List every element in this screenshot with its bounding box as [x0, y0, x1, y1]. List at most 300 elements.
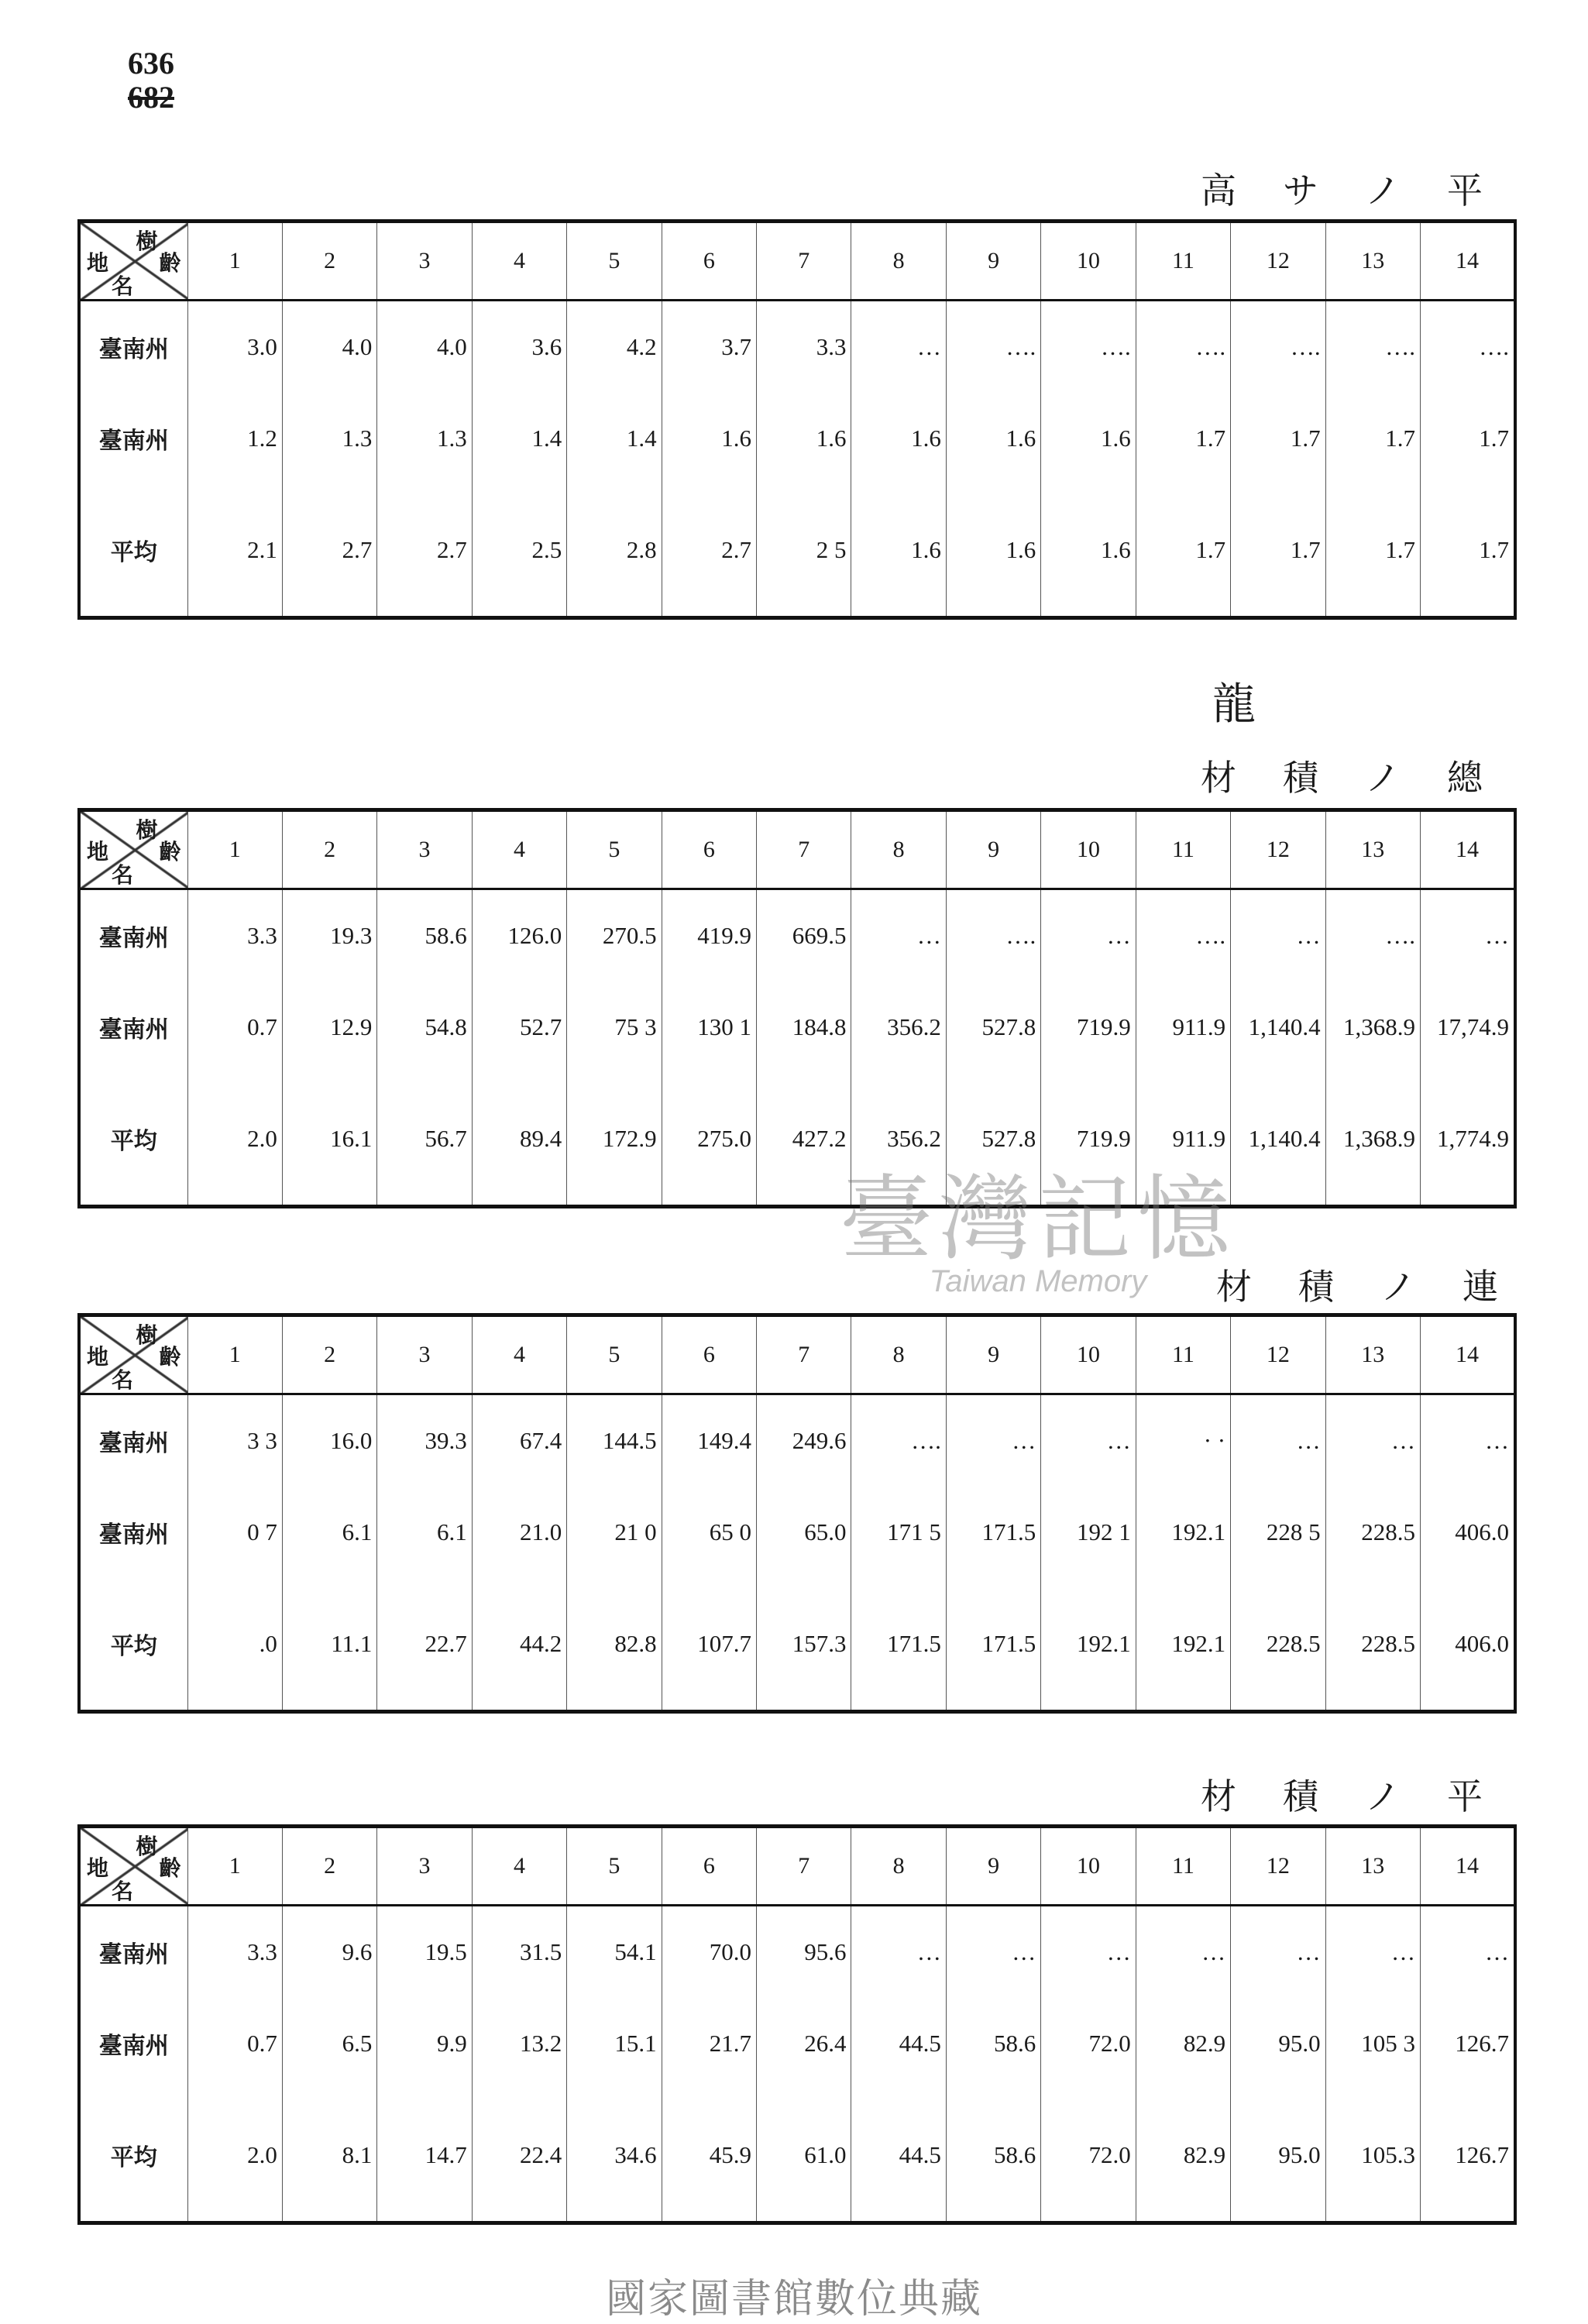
table-cell: 1.7 — [1231, 484, 1325, 618]
heading-char: サ — [1283, 170, 1326, 211]
table-cell: 1.7 — [1231, 393, 1325, 484]
heading-char: ノ — [1380, 1266, 1424, 1308]
column-header-age: 13 — [1325, 810, 1420, 889]
column-header-age: 5 — [567, 1315, 662, 1394]
table-cell: 0 7 — [187, 1487, 282, 1578]
watermark-english: Taiwan Memory — [929, 1264, 1147, 1298]
column-header-age: 5 — [567, 222, 662, 301]
table-row — [79, 1394, 1515, 1487]
table-cell: 3.3 — [187, 889, 282, 982]
column-header-age: 2 — [282, 1827, 376, 1906]
table-cell: 1.6 — [851, 484, 946, 618]
heading-species — [1212, 670, 1263, 732]
table-cell: 1.7 — [1325, 484, 1420, 618]
header-corner-age-location — [79, 810, 187, 889]
table-running-volume — [77, 1313, 1517, 1714]
table-cell: … — [1041, 889, 1136, 982]
table-cell: 911.9 — [1136, 982, 1230, 1073]
table-cell: 67.4 — [472, 1394, 566, 1487]
table-cell: 54.1 — [567, 1906, 662, 1999]
table-cell: 228 5 — [1231, 1487, 1325, 1578]
table-cell: 44.5 — [851, 2089, 946, 2223]
table-row — [79, 1073, 1515, 1207]
column-header-age: 11 — [1136, 1315, 1230, 1394]
table-cell: 406.0 — [1420, 1578, 1515, 1712]
table-cell: 275.0 — [662, 1073, 756, 1207]
heading-char: 高 — [1201, 170, 1244, 211]
table-cell: 45.9 — [662, 2089, 756, 2223]
column-header-age: 14 — [1420, 1315, 1515, 1394]
table-cell: …. — [1136, 889, 1230, 982]
header-corner-age-location — [79, 1827, 187, 1906]
table-cell: 31.5 — [472, 1906, 566, 1999]
table-cell: 1,368.9 — [1325, 982, 1420, 1073]
heading-char: 連 — [1463, 1266, 1506, 1308]
table-cell: 126.7 — [1420, 2089, 1515, 2223]
column-header-age: 8 — [851, 1827, 946, 1906]
header-key-name: 名 — [112, 1880, 134, 1904]
heading-char: ノ — [1365, 757, 1408, 799]
table-cell: 1.3 — [377, 393, 472, 484]
table-cell: 82.8 — [567, 1578, 662, 1712]
table-cell: 2.7 — [377, 484, 472, 618]
row-label: 臺南州 — [79, 301, 187, 394]
column-header-age: 10 — [1041, 810, 1136, 889]
table-cell: 61.0 — [757, 2089, 851, 2223]
table-row — [79, 301, 1515, 394]
column-header-age: 6 — [662, 810, 756, 889]
table-cell: … — [946, 1906, 1040, 1999]
table-cell: 6.1 — [282, 1487, 376, 1578]
column-header-age: 6 — [662, 222, 756, 301]
table-cell: 95.0 — [1231, 2089, 1325, 2223]
table-cell: … — [851, 889, 946, 982]
table-cell: 44.2 — [472, 1578, 566, 1712]
column-header-age: 9 — [946, 222, 1040, 301]
table-cell: 65.0 — [757, 1487, 851, 1578]
heading-char: ノ — [1365, 170, 1408, 211]
table-cell: 270.5 — [567, 889, 662, 982]
table-cell: … — [1136, 1906, 1230, 1999]
heading-char: 積 — [1298, 1266, 1342, 1308]
table-cell: 1.6 — [946, 393, 1040, 484]
page-number-current: 636 — [128, 46, 174, 81]
table-cell: 1,368.9 — [1325, 1073, 1420, 1207]
table-cell: 19.3 — [282, 889, 376, 982]
column-header-age: 14 — [1420, 222, 1515, 301]
header-key-name: 名 — [112, 864, 134, 888]
column-header-age: 7 — [757, 222, 851, 301]
table-cell: 184.8 — [757, 982, 851, 1073]
page-number-old: 682 — [128, 80, 174, 115]
row-label: 臺南州 — [79, 1906, 187, 1999]
heading-char: 材 — [1201, 757, 1244, 799]
table-cell: 2.0 — [187, 2089, 282, 2223]
table-cell: 82.9 — [1136, 2089, 1230, 2223]
table-row — [79, 2089, 1515, 2223]
column-header-age: 8 — [851, 810, 946, 889]
column-header-age: 6 — [662, 1827, 756, 1906]
column-header-age: 12 — [1231, 222, 1325, 301]
header-key-age: 齡 — [159, 1857, 181, 1881]
column-header-age: 1 — [187, 810, 282, 889]
table-cell: 19.5 — [377, 1906, 472, 1999]
table-cell: …. — [1325, 301, 1420, 394]
table-cell: 1.6 — [1041, 484, 1136, 618]
table-cell: …. — [1325, 889, 1420, 982]
table-cell: 2.0 — [187, 1073, 282, 1207]
header-key-age: 齡 — [159, 1346, 181, 1370]
table-row — [79, 1578, 1515, 1712]
heading-char: 總 — [1447, 757, 1490, 799]
row-label: 平均 — [79, 2089, 187, 2223]
table-cell: 1.4 — [472, 393, 566, 484]
table-row — [79, 393, 1515, 484]
table-cell: 3 3 — [187, 1394, 282, 1487]
column-header-age: 4 — [472, 1827, 566, 1906]
species-name: 龍 — [1212, 679, 1263, 730]
table-cell: 427.2 — [757, 1073, 851, 1207]
table-cell: 3.0 — [187, 301, 282, 394]
table-cell: 1.2 — [187, 393, 282, 484]
table-cell: … — [1420, 1906, 1515, 1999]
header-key-tree: 樹 — [136, 230, 158, 254]
table-cell: 171.5 — [851, 1578, 946, 1712]
table-cell: 105.3 — [1325, 2089, 1420, 2223]
table-cell: 58.6 — [377, 889, 472, 982]
heading-average-volume — [1162, 1769, 1490, 1820]
table-cell: 192 1 — [1041, 1487, 1136, 1578]
table-cell: 54.8 — [377, 982, 472, 1073]
table-cell: … — [1231, 1906, 1325, 1999]
column-header-age: 3 — [377, 222, 472, 301]
column-header-age: 10 — [1041, 222, 1136, 301]
table-row — [79, 1487, 1515, 1578]
table-cell: 126.0 — [472, 889, 566, 982]
column-header-age: 4 — [472, 1315, 566, 1394]
table-cell: …. — [1041, 301, 1136, 394]
table-cell: 1.6 — [851, 393, 946, 484]
table-cell: 17,74.9 — [1420, 982, 1515, 1073]
header-key-age: 齡 — [159, 252, 181, 276]
column-header-age: 9 — [946, 1315, 1040, 1394]
table-cell: 1,774.9 — [1420, 1073, 1515, 1207]
table-cell: 1.6 — [1041, 393, 1136, 484]
row-label: 臺南州 — [79, 982, 187, 1073]
table-cell: 126.7 — [1420, 1998, 1515, 2089]
column-header-age: 4 — [472, 222, 566, 301]
table-cell: 1.3 — [282, 393, 376, 484]
heading-char: 材 — [1201, 1776, 1244, 1817]
table-cell: 0.7 — [187, 982, 282, 1073]
table-cell: 527.8 — [946, 982, 1040, 1073]
table-cell: 911.9 — [1136, 1073, 1230, 1207]
heading-total-volume — [1162, 750, 1490, 801]
heading-char: 積 — [1283, 1776, 1326, 1817]
column-header-age: 13 — [1325, 222, 1420, 301]
table-cell: 21.7 — [662, 1998, 756, 2089]
table-cell: 171.5 — [946, 1578, 1040, 1712]
table-cell: .0 — [187, 1578, 282, 1712]
heading-average-height — [1162, 163, 1490, 214]
table-cell: 105 3 — [1325, 1998, 1420, 2089]
table-cell: 1.4 — [567, 393, 662, 484]
table-row — [79, 982, 1515, 1073]
table-cell: 82.9 — [1136, 1998, 1230, 2089]
table-cell: 65 0 — [662, 1487, 756, 1578]
table-cell: 89.4 — [472, 1073, 566, 1207]
column-header-age: 3 — [377, 810, 472, 889]
column-header-age: 11 — [1136, 810, 1230, 889]
table-cell: 39.3 — [377, 1394, 472, 1487]
table-cell: 75 3 — [567, 982, 662, 1073]
table-cell: 1.6 — [662, 393, 756, 484]
column-header-age: 1 — [187, 1315, 282, 1394]
column-header-age: 1 — [187, 1827, 282, 1906]
table-cell: 6.5 — [282, 1998, 376, 2089]
column-header-age: 7 — [757, 810, 851, 889]
table-cell: 192.1 — [1136, 1487, 1230, 1578]
table-cell: 130 1 — [662, 982, 756, 1073]
table-cell: 21 0 — [567, 1487, 662, 1578]
page-number — [128, 46, 174, 115]
table-cell: 58.6 — [946, 2089, 1040, 2223]
table-cell: 171 5 — [851, 1487, 946, 1578]
column-header-age: 5 — [567, 1827, 662, 1906]
table-cell: 2 5 — [757, 484, 851, 618]
column-header-age: 10 — [1041, 1827, 1136, 1906]
table-cell: 356.2 — [851, 982, 946, 1073]
table-cell: 1.7 — [1420, 484, 1515, 618]
table-cell: … — [1041, 1394, 1136, 1487]
table-cell: 11.1 — [282, 1578, 376, 1712]
table-cell: 52.7 — [472, 982, 566, 1073]
table-cell: 1.7 — [1420, 393, 1515, 484]
header-key-name: 名 — [112, 1369, 134, 1393]
column-header-age: 11 — [1136, 1827, 1230, 1906]
footer-archive-label: 國家圖書館數位典藏 — [605, 2276, 982, 2322]
table-cell: 70.0 — [662, 1906, 756, 1999]
table-cell: 3.7 — [662, 301, 756, 394]
table-cell: 192.1 — [1136, 1578, 1230, 1712]
table-cell: 4.0 — [377, 301, 472, 394]
table-average-volume — [77, 1824, 1517, 2225]
row-label: 平均 — [79, 484, 187, 618]
column-header-age: 1 — [187, 222, 282, 301]
header-corner-age-location — [79, 1315, 187, 1394]
row-label: 臺南州 — [79, 1487, 187, 1578]
header-key-tree: 樹 — [136, 1324, 158, 1348]
table-cell: · · — [1136, 1394, 1230, 1487]
column-header-age: 7 — [757, 1827, 851, 1906]
table-row — [79, 1906, 1515, 1999]
table-cell: … — [1420, 889, 1515, 982]
column-header-age: 3 — [377, 1827, 472, 1906]
table-cell: 719.9 — [1041, 982, 1136, 1073]
table-cell: 15.1 — [567, 1998, 662, 2089]
table-cell: 3.3 — [187, 1906, 282, 1999]
table-cell: … — [851, 301, 946, 394]
table-cell: 1,140.4 — [1231, 982, 1325, 1073]
table-cell: 1.7 — [1325, 393, 1420, 484]
table-cell: 419.9 — [662, 889, 756, 982]
table-cell: 1.7 — [1136, 393, 1230, 484]
table-cell: 26.4 — [757, 1998, 851, 2089]
table-cell: … — [946, 1394, 1040, 1487]
table-cell: 9.9 — [377, 1998, 472, 2089]
table-cell: 0.7 — [187, 1998, 282, 2089]
column-header-age: 8 — [851, 1315, 946, 1394]
table-cell: 1,140.4 — [1231, 1073, 1325, 1207]
column-header-age: 12 — [1231, 810, 1325, 889]
table-cell: 144.5 — [567, 1394, 662, 1487]
table-cell: 56.7 — [377, 1073, 472, 1207]
column-header-age: 13 — [1325, 1315, 1420, 1394]
table-cell: 3.6 — [472, 301, 566, 394]
column-header-age: 14 — [1420, 1827, 1515, 1906]
table-cell: 157.3 — [757, 1578, 851, 1712]
column-header-age: 4 — [472, 810, 566, 889]
table-cell: 228.5 — [1325, 1578, 1420, 1712]
table-cell: 669.5 — [757, 889, 851, 982]
table-cell: 192.1 — [1041, 1578, 1136, 1712]
table-cell: …. — [946, 889, 1040, 982]
table-cell: 22.4 — [472, 2089, 566, 2223]
table-cell: 58.6 — [946, 1998, 1040, 2089]
table-cell: 12.9 — [282, 982, 376, 1073]
row-label: 臺南州 — [79, 1394, 187, 1487]
column-header-age: 2 — [282, 810, 376, 889]
table-row — [79, 889, 1515, 982]
header-corner-age-location — [79, 222, 187, 301]
header-key-tree: 樹 — [136, 819, 158, 843]
table-row — [79, 1998, 1515, 2089]
table-average-height — [77, 219, 1517, 620]
table-cell: 44.5 — [851, 1998, 946, 2089]
row-label: 臺南州 — [79, 393, 187, 484]
table-cell: 2.1 — [187, 484, 282, 618]
table-cell: 8.1 — [282, 2089, 376, 2223]
column-header-age: 7 — [757, 1315, 851, 1394]
table-cell: 34.6 — [567, 2089, 662, 2223]
table-total-volume — [77, 808, 1517, 1208]
table-cell: …. — [1231, 301, 1325, 394]
table-cell: 4.0 — [282, 301, 376, 394]
header-key-name: 名 — [112, 275, 134, 299]
table-cell: 249.6 — [757, 1394, 851, 1487]
heading-char: 材 — [1216, 1266, 1260, 1308]
table-cell: 149.4 — [662, 1394, 756, 1487]
table-cell: 2.5 — [472, 484, 566, 618]
header-key-land: 地 — [87, 841, 109, 865]
table-cell: 2.7 — [282, 484, 376, 618]
column-header-age: 12 — [1231, 1315, 1325, 1394]
heading-running-volume — [1177, 1259, 1506, 1310]
table-cell: 406.0 — [1420, 1487, 1515, 1578]
table-cell: 228.5 — [1325, 1487, 1420, 1578]
table-cell: … — [1231, 889, 1325, 982]
row-label: 平均 — [79, 1073, 187, 1207]
row-label: 臺南州 — [79, 889, 187, 982]
table-cell: 22.7 — [377, 1578, 472, 1712]
table-cell: 21.0 — [472, 1487, 566, 1578]
table-cell: 13.2 — [472, 1998, 566, 2089]
table-cell: 72.0 — [1041, 1998, 1136, 2089]
table-cell: 2.8 — [567, 484, 662, 618]
table-cell: … — [1231, 1394, 1325, 1487]
header-key-land: 地 — [87, 1857, 109, 1881]
table-cell: …. — [851, 1394, 946, 1487]
table-cell: 16.1 — [282, 1073, 376, 1207]
column-header-age: 12 — [1231, 1827, 1325, 1906]
table-cell: 2.7 — [662, 484, 756, 618]
table-cell: …. — [1136, 301, 1230, 394]
column-header-age: 6 — [662, 1315, 756, 1394]
column-header-age: 14 — [1420, 810, 1515, 889]
table-row — [79, 484, 1515, 618]
watermark-chinese: 臺灣記憶 — [840, 1166, 1236, 1274]
header-key-land: 地 — [87, 1346, 109, 1370]
heading-char: ノ — [1365, 1776, 1408, 1817]
table-cell: 72.0 — [1041, 2089, 1136, 2223]
table-cell: …. — [1420, 301, 1515, 394]
column-header-age: 13 — [1325, 1827, 1420, 1906]
column-header-age: 8 — [851, 222, 946, 301]
header-key-age: 齡 — [159, 841, 181, 865]
table-cell: … — [1041, 1906, 1136, 1999]
table-cell: …. — [946, 301, 1040, 394]
row-label: 臺南州 — [79, 1998, 187, 2089]
table-cell: 3.3 — [757, 301, 851, 394]
column-header-age: 2 — [282, 1315, 376, 1394]
table-cell: 356.2 — [851, 1073, 946, 1207]
table-cell: 1.7 — [1136, 484, 1230, 618]
table-cell: 107.7 — [662, 1578, 756, 1712]
row-label: 平均 — [79, 1578, 187, 1712]
header-key-land: 地 — [87, 252, 109, 276]
table-cell: 14.7 — [377, 2089, 472, 2223]
table-cell: 719.9 — [1041, 1073, 1136, 1207]
column-header-age: 5 — [567, 810, 662, 889]
table-cell: 527.8 — [946, 1073, 1040, 1207]
table-cell: … — [1420, 1394, 1515, 1487]
column-header-age: 10 — [1041, 1315, 1136, 1394]
table-cell: 9.6 — [282, 1906, 376, 1999]
heading-char: 平 — [1447, 1776, 1490, 1817]
heading-char: 平 — [1447, 170, 1490, 211]
table-cell: 95.0 — [1231, 1998, 1325, 2089]
table-cell: 172.9 — [567, 1073, 662, 1207]
column-header-age: 11 — [1136, 222, 1230, 301]
table-cell: 1.6 — [757, 393, 851, 484]
table-cell: … — [1325, 1906, 1420, 1999]
table-cell: 95.6 — [757, 1906, 851, 1999]
column-header-age: 2 — [282, 222, 376, 301]
table-cell: 16.0 — [282, 1394, 376, 1487]
header-key-tree: 樹 — [136, 1835, 158, 1859]
column-header-age: 3 — [377, 1315, 472, 1394]
table-cell: 1.6 — [946, 484, 1040, 618]
table-cell: 6.1 — [377, 1487, 472, 1578]
table-cell: 228.5 — [1231, 1578, 1325, 1712]
table-cell: … — [1325, 1394, 1420, 1487]
table-cell: 171.5 — [946, 1487, 1040, 1578]
table-cell: … — [851, 1906, 946, 1999]
column-header-age: 9 — [946, 1827, 1040, 1906]
heading-char: 積 — [1283, 757, 1326, 799]
column-header-age: 9 — [946, 810, 1040, 889]
table-cell: 4.2 — [567, 301, 662, 394]
